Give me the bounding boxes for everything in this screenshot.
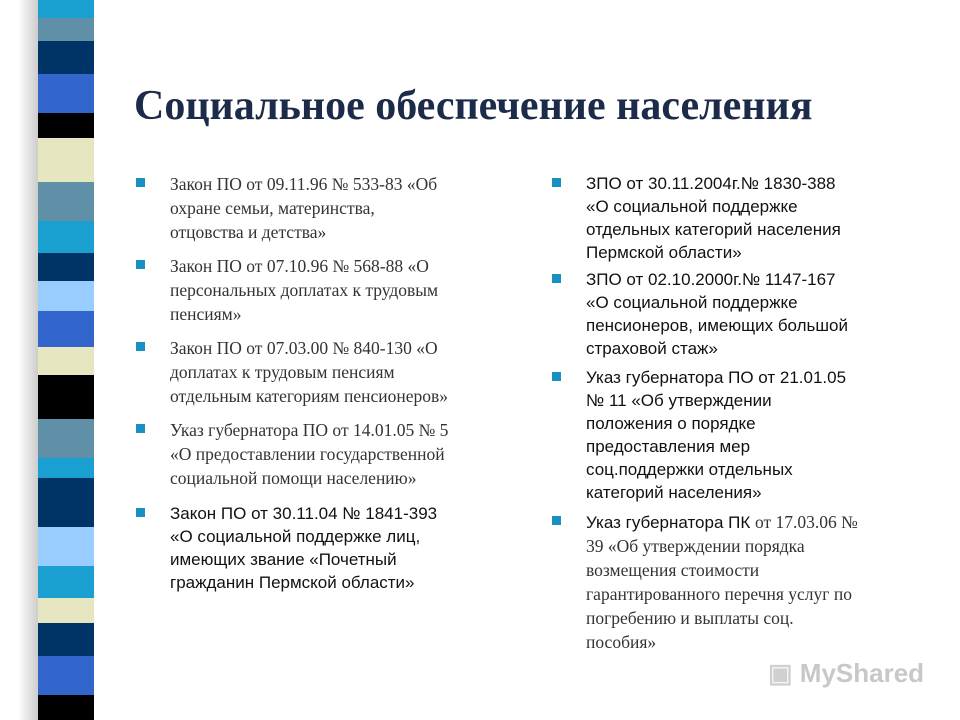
stripe	[38, 0, 94, 18]
item-text: социальной помощи населению»	[170, 468, 417, 488]
stripe	[38, 138, 94, 182]
list-item	[552, 510, 952, 654]
item-text: Закон ПО от 09.11.96 № 533-83 «Об	[170, 174, 438, 194]
stripe	[38, 375, 94, 419]
item-text: имеющих звание «Почетный	[170, 550, 397, 569]
bullet-icon	[136, 508, 145, 517]
bullet-icon	[136, 342, 145, 351]
list-item	[552, 172, 952, 264]
bullet-icon	[552, 274, 561, 283]
bullet-icon	[136, 424, 145, 433]
list-item	[136, 418, 526, 490]
item-text: пенсиям»	[170, 304, 242, 324]
item-text: Закон ПО от 30.11.04 № 1841-393	[170, 504, 438, 523]
stripe	[38, 221, 94, 253]
list-item	[136, 172, 526, 244]
stripe	[38, 41, 94, 74]
item-text: положения о порядке	[586, 414, 756, 433]
item-text: гарантированного перечня услуг по	[586, 584, 852, 604]
list-item	[552, 366, 952, 504]
item-text: отцовства и детства»	[170, 222, 327, 242]
item-text: персональных доплатах к трудовым	[170, 280, 439, 300]
stripe	[38, 253, 94, 281]
bullet-icon	[552, 516, 561, 525]
item-text: Закон ПО от 07.03.00 № 840-130 «О	[170, 338, 438, 358]
slide-title: Социальное обеспечение населения	[134, 83, 813, 129]
item-text: от 17.03.06 №	[754, 512, 858, 532]
item-text: Указ губернатора ПК	[586, 513, 755, 532]
stripe	[38, 281, 94, 311]
item-text: «О социальной поддержке лиц,	[170, 527, 421, 546]
stripe	[38, 478, 94, 527]
item-text: ЗПО от 30.11.2004г.№ 1830-388	[586, 174, 836, 193]
logo-icon: ▣	[768, 658, 800, 688]
watermark-text: MyShared	[799, 658, 925, 688]
item-text: Пермской области»	[586, 243, 742, 262]
item-text: доплатах к трудовым пенсиям	[170, 362, 395, 382]
item-text: Указ губернатора ПО от 21.01.05	[586, 368, 847, 387]
list-item	[136, 254, 526, 326]
item-text: пособия»	[586, 632, 657, 652]
item-text: охране семьи, материнства,	[170, 198, 375, 218]
stripe	[38, 182, 94, 221]
item-text: Закон ПО от 07.10.96 № 568-88 «О	[170, 256, 429, 276]
item-text: отдельных категорий населения	[586, 220, 841, 239]
left-column	[136, 172, 526, 604]
item-text: «О социальной поддержке	[586, 197, 798, 216]
stripe	[38, 527, 94, 566]
stripe	[38, 623, 94, 656]
right-column	[552, 172, 952, 664]
item-text: отдельным категориям пенсионеров»	[170, 386, 448, 406]
item-text: соц.поддержки отдельных	[586, 460, 793, 479]
item-text: возмещения стоимости	[586, 560, 760, 580]
decorative-stripe-bar	[38, 0, 94, 720]
item-text: погребению и выплаты соц.	[586, 608, 794, 628]
stripe	[38, 311, 94, 347]
item-text: 39 «Об утверждении порядка	[586, 536, 805, 556]
item-text: пенсионеров, имеющих большой	[586, 316, 849, 335]
item-text: Указ губернатора ПО от 14.01.05 № 5	[170, 420, 449, 440]
item-text: ЗПО от 02.10.2000г.№ 1147-167	[586, 270, 836, 289]
stripe	[38, 695, 94, 720]
item-text: страховой стаж»	[586, 339, 718, 358]
bullet-icon	[136, 260, 145, 269]
item-text: гражданин Пермской области»	[170, 573, 415, 592]
item-text: категорий населения»	[586, 483, 762, 502]
item-text: № 11 «Об утверждении	[586, 391, 772, 410]
bullet-icon	[552, 372, 561, 381]
stripe	[38, 656, 94, 695]
stripe	[38, 347, 94, 375]
bullet-icon	[136, 178, 145, 187]
watermark-logo	[768, 658, 924, 689]
stripe	[38, 598, 94, 623]
stripe	[38, 566, 94, 598]
list-item	[136, 502, 526, 594]
bullet-icon	[552, 178, 561, 187]
list-item	[552, 268, 952, 360]
list-item	[136, 336, 526, 408]
stripe	[38, 74, 94, 113]
item-text: предоставления мер	[586, 437, 751, 456]
stripe	[38, 458, 94, 478]
stripe	[38, 419, 94, 458]
stripe	[38, 18, 94, 41]
item-text: «О социальной поддержке	[586, 293, 798, 312]
stripe	[38, 113, 94, 138]
item-text: «О предоставлении государственной	[170, 444, 445, 464]
